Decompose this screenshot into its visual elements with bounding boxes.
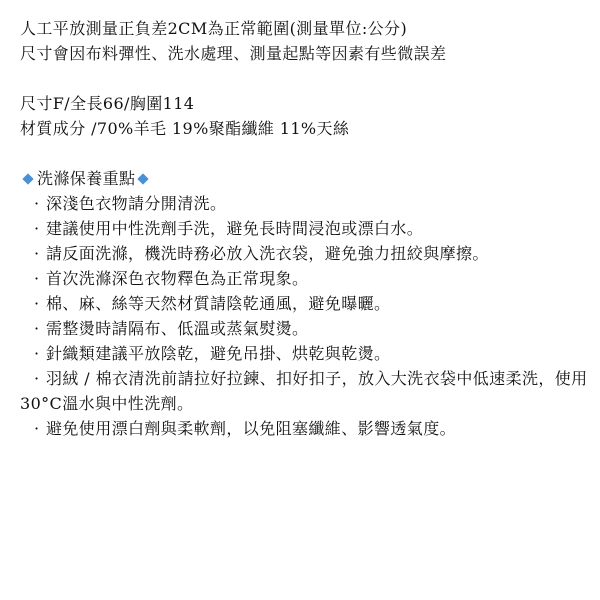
bullet: · bbox=[34, 294, 40, 313]
measurement-error-note: 尺寸會因布料彈性、洗水處理、測量起點等因素有些微誤差 bbox=[20, 44, 447, 63]
list-item bbox=[20, 191, 590, 216]
care-list bbox=[20, 191, 590, 441]
care-item-text: 羽絨 / 棉衣清洗前請拉好拉鍊、扣好扣子，放入大洗衣袋中低速柔洗，使用30°C溫水與中性洗劑。 bbox=[20, 369, 588, 413]
list-item bbox=[20, 416, 590, 441]
care-heading-text: 洗滌保養重點 bbox=[37, 169, 136, 188]
spacer bbox=[20, 66, 590, 91]
bullet: · bbox=[34, 194, 40, 213]
care-item-text: 針織類建議平放陰乾，避免吊掛、烘乾與乾燙。 bbox=[46, 344, 391, 363]
list-item bbox=[20, 366, 590, 416]
size-spec: 尺寸F/全長66/胸圍114 bbox=[20, 94, 195, 113]
care-item-text: 建議使用中性洗劑手洗，避免長時間浸泡或漂白水。 bbox=[46, 219, 424, 238]
care-item-text: 棉、麻、絲等天然材質請陰乾通風，避免曝曬。 bbox=[46, 294, 391, 313]
list-item bbox=[20, 216, 590, 241]
diamond-icon bbox=[138, 173, 149, 184]
list-item bbox=[20, 291, 590, 316]
bullet: · bbox=[34, 219, 40, 238]
care-item-text: 需整燙時請隔布、低溫或蒸氣熨燙。 bbox=[46, 319, 309, 338]
list-item bbox=[20, 241, 590, 266]
material-spec: 材質成分 /70%羊毛 19%聚酯纖維 11%天絲 bbox=[20, 119, 350, 138]
bullet: · bbox=[34, 269, 40, 288]
bullet: · bbox=[34, 244, 40, 263]
bullet: · bbox=[34, 319, 40, 338]
care-item-text: 避免使用漂白劑與柔軟劑，以免阻塞纖維、影響透氣度。 bbox=[46, 419, 457, 438]
care-item-text: 首次洗滌深色衣物釋色為正常現象。 bbox=[46, 269, 309, 288]
bullet: · bbox=[34, 369, 40, 388]
list-item bbox=[20, 266, 590, 291]
care-item-text: 請反面洗滌，機洗時務必放入洗衣袋，避免強力扭絞與摩擦。 bbox=[46, 244, 489, 263]
spacer bbox=[20, 141, 590, 166]
care-heading bbox=[20, 166, 590, 191]
product-description bbox=[20, 16, 590, 441]
bullet: · bbox=[34, 419, 40, 438]
diamond-icon bbox=[22, 173, 33, 184]
measurement-tolerance-note: 人工平放測量正負差2CM為正常範圍(測量單位:公分) bbox=[20, 19, 408, 38]
list-item bbox=[20, 341, 590, 366]
care-item-text: 深淺色衣物請分開清洗。 bbox=[46, 194, 227, 213]
bullet: · bbox=[34, 344, 40, 363]
list-item bbox=[20, 316, 590, 341]
